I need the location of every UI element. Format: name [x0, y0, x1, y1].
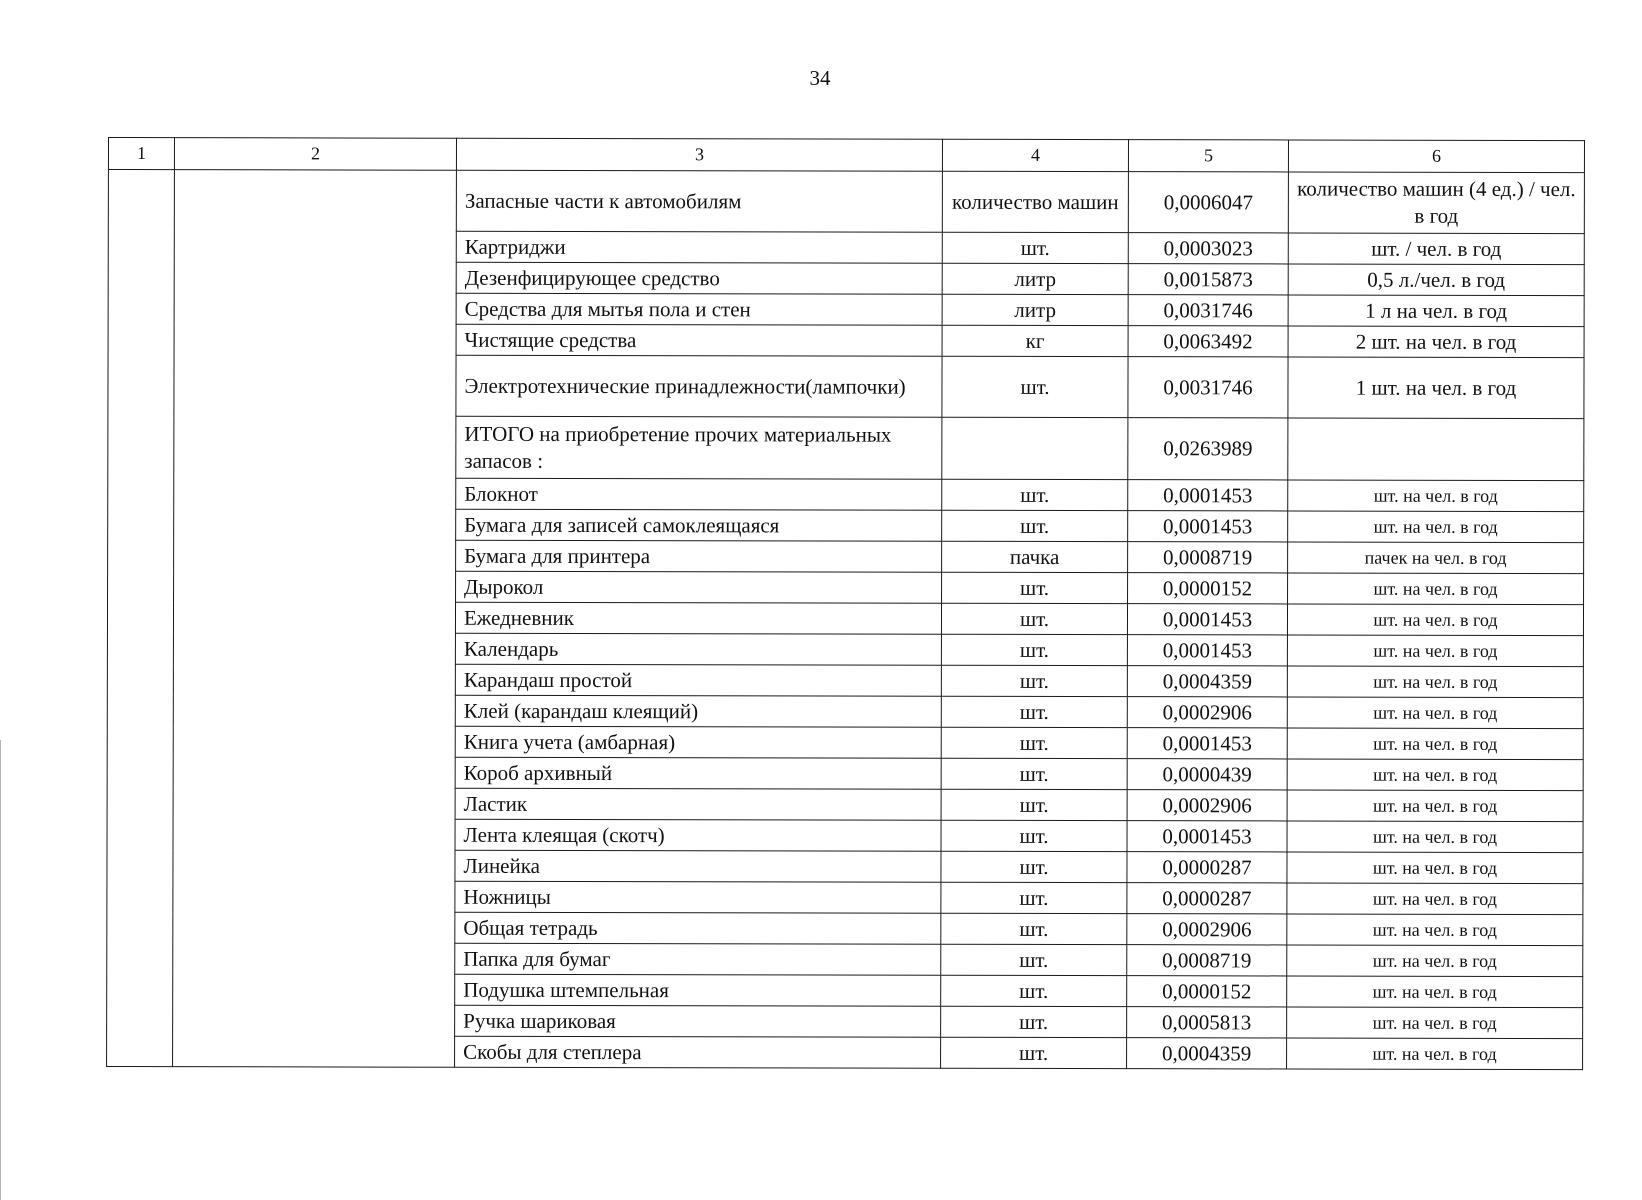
- norm-description-cell: шт. на чел. в год: [1287, 759, 1583, 791]
- item-name-cell: Клей (карандаш клеящий): [455, 695, 941, 727]
- norm-value-cell: 0,0004359: [1127, 1038, 1287, 1069]
- norm-value-cell: 0,0031746: [1128, 295, 1288, 326]
- item-name-cell: Электротехнические принадлежности(лампочки): [456, 355, 942, 417]
- norm-value-cell: 0,0000287: [1127, 852, 1287, 883]
- norm-description-cell: шт. на чел. в год: [1287, 1038, 1583, 1070]
- item-name-cell: Бумага для записей самоклеящаяся: [456, 509, 942, 541]
- unit-cell: шт.: [942, 232, 1128, 263]
- item-name-cell: Общая тетрадь: [455, 912, 941, 944]
- norm-description-cell: шт. на чел. в год: [1287, 1007, 1583, 1039]
- column-header: 3: [456, 138, 942, 171]
- norm-value-cell: 0,0002906: [1127, 790, 1287, 821]
- item-name-cell: Карандаш простой: [455, 664, 941, 696]
- column-header: 2: [174, 138, 456, 171]
- unit-cell: шт.: [941, 696, 1127, 727]
- norm-description-cell: шт. на чел. в год: [1287, 914, 1583, 946]
- item-name-cell: Запасные части к автомобилям: [456, 170, 942, 232]
- item-name-cell: Средства для мытья пола и стен: [456, 293, 942, 325]
- norm-description-cell: количество машин (4 ед.) / чел. в год: [1288, 172, 1584, 234]
- unit-cell: количество машин: [942, 171, 1128, 232]
- norm-description-cell: шт. на чел. в год: [1287, 945, 1583, 977]
- item-name-cell: ИТОГО на приобретение прочих материальных запасов :: [456, 416, 942, 479]
- norm-description-cell: [1288, 418, 1584, 481]
- page-number: 34: [809, 66, 831, 90]
- item-name-cell: Ежедневник: [455, 602, 941, 634]
- unit-cell: шт.: [941, 603, 1127, 634]
- item-name-cell: Дезенфицирующее средство: [456, 262, 942, 294]
- norm-description-cell: шт. на чел. в год: [1287, 666, 1583, 698]
- norm-value-cell: 0,0008719: [1127, 945, 1287, 976]
- item-name-cell: Скобы для степлера: [455, 1036, 941, 1068]
- norm-description-cell: шт. на чел. в год: [1287, 790, 1583, 822]
- unit-cell: шт.: [941, 1037, 1127, 1068]
- unit-cell: шт.: [941, 820, 1127, 851]
- item-name-cell: Блокнот: [456, 478, 942, 510]
- norm-value-cell: 0,0003023: [1128, 233, 1288, 264]
- norm-value-cell: 0,0000439: [1127, 759, 1287, 790]
- norm-description-cell: шт. на чел. в год: [1287, 883, 1583, 915]
- norm-value-cell: 0,0005813: [1127, 1007, 1287, 1038]
- item-name-cell: Календарь: [455, 633, 941, 665]
- norm-description-cell: 2 шт. на чел. в год: [1288, 326, 1584, 358]
- norm-description-cell: шт. на чел. в год: [1287, 976, 1583, 1008]
- norm-description-cell: 1 л на чел. в год: [1288, 295, 1584, 327]
- table-header-row: [108, 138, 1584, 173]
- norm-description-cell: шт. на чел. в год: [1287, 697, 1583, 729]
- unit-cell: пачка: [942, 541, 1128, 572]
- unit-cell: литр: [942, 263, 1128, 294]
- item-name-cell: Подушка штемпельная: [455, 974, 941, 1006]
- norm-value-cell: 0,0001453: [1127, 821, 1287, 852]
- unit-cell: кг: [942, 325, 1128, 356]
- unit-cell: шт.: [941, 944, 1127, 975]
- norm-description-cell: шт. на чел. в год: [1287, 604, 1583, 636]
- unit-cell: шт.: [941, 758, 1127, 789]
- empty-cell-col-2: [173, 170, 457, 1068]
- norm-description-cell: шт. на чел. в год: [1287, 852, 1583, 884]
- item-name-cell: Чистящие средства: [456, 324, 942, 356]
- norm-value-cell: 0,0000152: [1128, 573, 1288, 604]
- unit-cell: шт.: [941, 913, 1127, 944]
- norm-value-cell: 0,0063492: [1128, 326, 1288, 357]
- norm-description-cell: шт. на чел. в год: [1287, 635, 1583, 667]
- norm-value-cell: 0,0001453: [1127, 604, 1287, 635]
- norm-value-cell: 0,0001453: [1127, 635, 1287, 666]
- norm-value-cell: 0,0015873: [1128, 264, 1288, 295]
- unit-cell: шт.: [941, 727, 1127, 758]
- norm-description-cell: шт. на чел. в год: [1287, 821, 1583, 853]
- norms-table: [106, 137, 1585, 1070]
- unit-cell: шт.: [942, 572, 1128, 603]
- norm-value-cell: 0,0001453: [1128, 480, 1288, 511]
- column-header: 4: [942, 139, 1128, 171]
- unit-cell: шт.: [941, 851, 1127, 882]
- item-name-cell: Лента клеящая (скотч): [455, 819, 941, 851]
- norm-value-cell: 0,0002906: [1127, 914, 1287, 945]
- norm-description-cell: шт. на чел. в год: [1288, 573, 1584, 605]
- item-name-cell: Дырокол: [456, 571, 942, 603]
- scan-edge-mark: [0, 740, 1, 1200]
- norm-description-cell: 0,5 л./чел. в год: [1288, 264, 1584, 296]
- unit-cell: шт.: [941, 789, 1127, 820]
- norm-description-cell: пачек на чел. в год: [1288, 542, 1584, 574]
- unit-cell: шт.: [941, 975, 1127, 1006]
- unit-cell: [942, 417, 1128, 479]
- norm-value-cell: 0,0001453: [1128, 511, 1288, 542]
- empty-cell-col-1: [107, 170, 175, 1067]
- norm-description-cell: 1 шт. на чел. в год: [1288, 357, 1584, 419]
- column-header: 5: [1128, 140, 1288, 172]
- norm-value-cell: 0,0263989: [1128, 418, 1288, 480]
- norm-value-cell: 0,0006047: [1128, 172, 1288, 233]
- item-name-cell: Бумага для принтера: [456, 540, 942, 572]
- unit-cell: шт.: [941, 1006, 1127, 1037]
- norm-value-cell: 0,0031746: [1128, 357, 1288, 418]
- norm-value-cell: 0,0008719: [1128, 542, 1288, 573]
- unit-cell: литр: [942, 294, 1128, 325]
- norm-value-cell: 0,0001453: [1127, 728, 1287, 759]
- item-name-cell: Короб архивный: [455, 757, 941, 789]
- norm-description-cell: шт. / чел. в год: [1288, 233, 1584, 265]
- column-header: 1: [108, 138, 174, 170]
- unit-cell: шт.: [941, 882, 1127, 913]
- item-name-cell: Ручка шариковая: [455, 1005, 941, 1037]
- norm-value-cell: 0,0000152: [1127, 976, 1287, 1007]
- unit-cell: шт.: [942, 356, 1128, 417]
- unit-cell: шт.: [941, 634, 1127, 665]
- norm-value-cell: 0,0002906: [1127, 697, 1287, 728]
- norm-description-cell: шт. на чел. в год: [1288, 480, 1584, 512]
- item-name-cell: Книга учета (амбарная): [455, 726, 941, 758]
- item-name-cell: Ластик: [455, 788, 941, 820]
- unit-cell: шт.: [941, 665, 1127, 696]
- item-name-cell: Картриджи: [456, 231, 942, 263]
- norm-description-cell: шт. на чел. в год: [1287, 728, 1583, 760]
- norm-description-cell: шт. на чел. в год: [1288, 511, 1584, 543]
- unit-cell: шт.: [942, 479, 1128, 510]
- unit-cell: шт.: [942, 510, 1128, 541]
- table-row: [108, 170, 1584, 234]
- item-name-cell: Линейка: [455, 850, 941, 882]
- norm-value-cell: 0,0000287: [1127, 883, 1287, 914]
- item-name-cell: Ножницы: [455, 881, 941, 913]
- item-name-cell: Папка для бумаг: [455, 943, 941, 975]
- column-header: 6: [1288, 140, 1584, 173]
- norm-value-cell: 0,0004359: [1127, 666, 1287, 697]
